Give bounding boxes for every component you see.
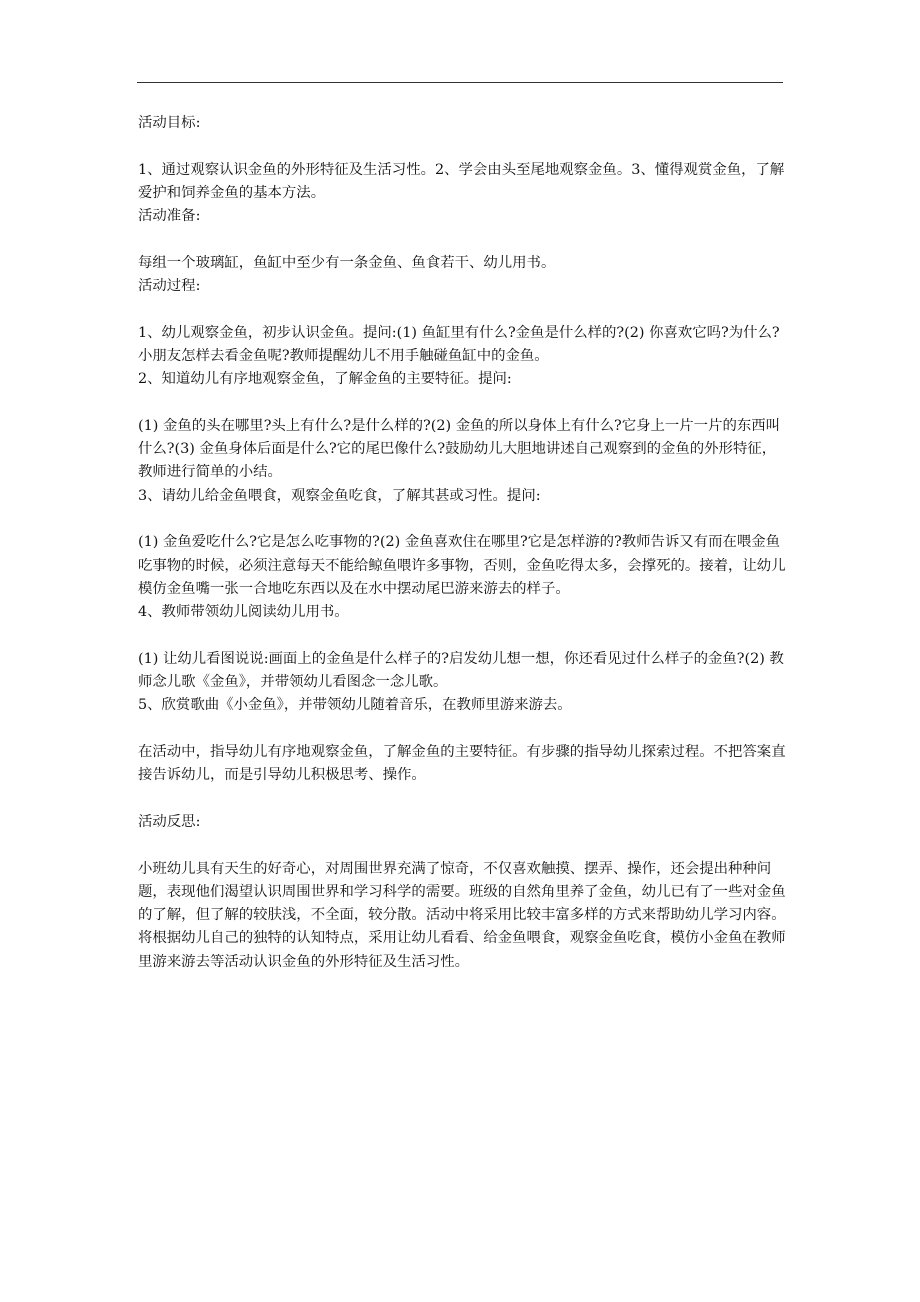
process-step-3-questions: (1) 金鱼爱吃什么?它是怎么吃事物的?(2) 金鱼喜欢住在哪里?它是怎样游的?教师告诉又有而在喂金鱼吃事物的时候，必须注意每天不能给鲸鱼喂许多事物，否则，金鱼吃得太多，会撑死的。接着，让幼儿模仿金鱼嘴一张一合地吃东西以及在水中摆动尾巴游来游去的样子。 xyxy=(138,534,786,597)
blank-line xyxy=(138,508,788,531)
preparation-text: 每组一个玻璃缸，鱼缸中至少有一条金鱼、鱼食若干、幼儿用书。 xyxy=(138,254,556,271)
blank-line xyxy=(138,625,788,648)
process-step-4: 4、教师带领幼儿阅读幼儿用书。 xyxy=(138,604,349,621)
blank-line xyxy=(138,788,788,811)
blank-line xyxy=(138,135,788,158)
blank-line xyxy=(138,392,788,415)
process-step-1: 1、幼儿观察金鱼，初步认识金鱼。提问:(1) 鱼缸里有什么?金鱼是什么样的?(2) 你喜欢它吗?为什么?小朋友怎样去看金鱼呢?教师提醒幼儿不用手触碰鱼缸中的金鱼。 xyxy=(138,324,780,364)
process-step-3: 3、请幼儿给金鱼喂食，观察金鱼吃食，了解其甚或习性。提问: xyxy=(138,487,541,504)
blank-line xyxy=(138,834,788,857)
blank-line xyxy=(138,718,788,741)
document-body xyxy=(138,112,788,974)
heading-goals: 活动目标: xyxy=(138,115,201,131)
blank-line xyxy=(138,228,788,251)
heading-reflection: 活动反思: xyxy=(138,813,201,830)
process-step-4-questions: (1) 让幼儿看图说说:画面上的金鱼是什么样子的?启发幼儿想一想，你还看见过什么样子的金鱼?(2) 教师念儿歌《金鱼》，并带领幼儿看图念一念儿歌。 xyxy=(138,650,784,691)
process-step-2: 2、知道幼儿有序地观察金鱼，了解金鱼的主要特征。提问: xyxy=(138,371,512,388)
process-step-2-questions: (1) 金鱼的头在哪里?头上有什么?是什么样的?(2) 金鱼的所以身体上有什么?它身上一片一片的东西叫什么?(3) 金鱼身体后面是什么?它的尾巴像什么?鼓励幼儿大胆地讲述自己观察到的金鱼的外形特征，教师进行简单的小结。 xyxy=(138,417,781,481)
blank-line xyxy=(138,298,788,321)
reflection-text: 小班幼儿具有天生的好奇心，对周围世界充满了惊奇，不仅喜欢触摸、摆弄、操作，还会提出种种问题，表现他们渴望认识周围世界和学习科学的需要。班级的自然角里养了金鱼，幼儿已有了一些对金鱼的了解，但了解的较肤浅，不全面，较分散。活动中将采用比较丰富多样的方式来帮助幼儿学习内容。将根据幼儿自己的独特的认知特点，采用让幼儿看看、给金鱼喂食，观察金鱼吃食，模仿小金鱼在教师里游来游去等活动认识金鱼的外形特征及生活习性。 xyxy=(138,860,786,970)
goals-text: 1、通过观察认识金鱼的外形特征及生活习性。2、学会由头至尾地观察金鱼。3、懂得观赏金鱼，了解爱护和饲养金鱼的基本方法。 xyxy=(138,161,785,201)
process-step-5: 5、欣赏歌曲《小金鱼》，并带领幼儿随着音乐，在教师里游来游去。 xyxy=(138,697,572,714)
header-rule xyxy=(137,82,783,83)
activity-summary: 在活动中，指导幼儿有序地观察金鱼，了解金鱼的主要特征。有步骤的指导幼儿探索过程。不把答案直接告诉幼儿，而是引导幼儿积极思考、操作。 xyxy=(138,744,786,784)
heading-preparation: 活动准备: xyxy=(138,208,201,225)
heading-process: 活动过程: xyxy=(138,278,201,295)
